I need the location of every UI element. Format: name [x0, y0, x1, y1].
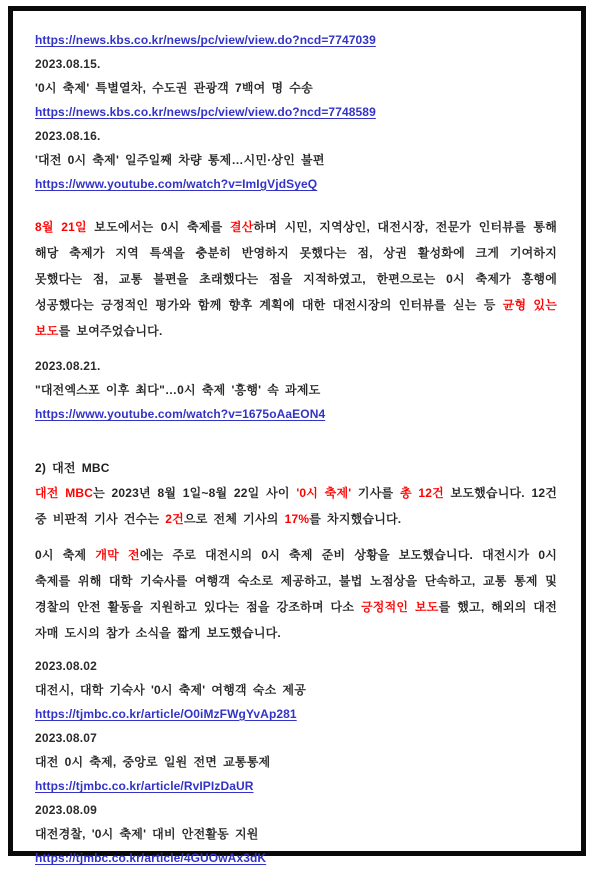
article-headline: "대전엑스포 이후 최다"…0시 축제 '흥행' 속 과제도: [35, 383, 321, 397]
document-page-frame: [8, 6, 586, 865]
text-run: 는 2023년 8월 1일~8월 22일 사이: [93, 486, 297, 500]
text-run: 를 했고, 해외의 대전 자매 도시의 참가 소식을 짧게 보도했습니다.: [35, 600, 557, 640]
text-run: 하며 시민, 지역상인, 대전시장, 전문가 인터뷰를 통해 해당 축제가 지역 특색을 충분히 반영하지 못했다는 점, 상권 활성화에 크게 기여하지 못했다는 점, 교통 불편을 초래했다는 점을 지적하였고, 한편으로는 0시 축제가 흥행에 성공했다는 긍정적인 평가와 함께 향후 계획에 대한 대전시장의 인터뷰를 싣는 등: [35, 220, 557, 312]
section-heading-daejeon-mbc: 2) 대전 MBC: [35, 461, 110, 475]
highlighted-text-run: 대전 MBC: [35, 486, 94, 500]
tjmbc-article-url-link-1[interactable]: https://tjmbc.co.kr/article/O0iMzFWgYvAp281: [35, 707, 297, 721]
highlighted-text-run: 8월 21일: [35, 220, 87, 234]
highlighted-text-run: 긍정적인 보도: [360, 600, 439, 614]
tjmbc-article-url-link-3[interactable]: https://tjmbc.co.kr/article/4GUOwAx3dK: [35, 851, 267, 865]
text-run: 에는 주로 대전시의 0시 축제 준비 상황을 보도했습니다. 대전시가 0시 축제를 위해 대학 기숙사를 여행객 숙소로 제공하고, 불법 노점상을 단속하고, 교통 통제 및 경찰의 안전 활동을 지원하고 있다는 점을 강조하며 다소: [35, 548, 557, 614]
article-headline: 대전경찰, '0시 축제' 대비 안전활동 지원: [35, 827, 259, 841]
article-headline: 대전시, 대학 기숙사 '0시 축제' 여행객 숙소 제공: [35, 683, 307, 697]
youtube-url-link-2[interactable]: https://www.youtube.com/watch?v=1675oAaEON4: [35, 407, 326, 421]
kbs-article-url-link-2[interactable]: https://news.kbs.co.kr/news/pc/view/view.do?ncd=7748589: [35, 105, 376, 119]
tjmbc-article-url-link-2[interactable]: https://tjmbc.co.kr/article/RvIPIzDaUR: [35, 779, 254, 793]
text-run: 으로 전체 기사의: [183, 512, 285, 526]
text-run: 0시 축제: [35, 548, 96, 562]
text-run: 보도했습니다. 12건 중 비판적 기사 건수는: [35, 486, 557, 526]
youtube-url-link-1[interactable]: https://www.youtube.com/watch?v=ImIgVjdSyeQ: [35, 177, 318, 191]
article-date: 2023.08.07: [35, 731, 98, 745]
article-headline: '0시 축제' 특별열차, 수도권 관광객 7백여 명 수송: [35, 81, 313, 95]
article-date: 2023.08.02: [35, 659, 98, 673]
article-date: 2023.08.09: [35, 803, 98, 817]
highlighted-text-run: '0시 축제': [296, 486, 352, 500]
highlighted-text-run: 총 12건: [399, 486, 444, 500]
kbs-article-url-link-1[interactable]: https://news.kbs.co.kr/news/pc/view/view.do?ncd=7747039: [35, 33, 376, 47]
highlighted-text-run: 결산: [229, 220, 254, 234]
article-date: 2023.08.21.: [35, 359, 101, 373]
article-headline: '대전 0시 축제' 일주일째 차량 통제…시민·상인 불편: [35, 153, 325, 167]
document-body: [35, 28, 557, 870]
text-run: 보도에서는 0시 축제를: [86, 220, 230, 234]
mbc-pre-festival-paragraph: [35, 542, 557, 646]
text-run: 를 차지했습니다.: [309, 512, 402, 526]
article-date: 2023.08.15.: [35, 57, 101, 71]
highlighted-text-run: 17%: [284, 512, 310, 526]
highlighted-text-run: 2건: [165, 512, 184, 526]
kbs-summary-paragraph: [35, 214, 557, 344]
mbc-report-count-paragraph: [35, 480, 557, 532]
highlighted-text-run: 균형 있는 보도: [35, 298, 557, 338]
article-date: 2023.08.16.: [35, 129, 101, 143]
text-run: 기사를: [351, 486, 400, 500]
article-headline: 대전 0시 축제, 중앙로 일원 전면 교통통제: [35, 755, 271, 769]
highlighted-text-run: 개막 전: [95, 548, 140, 562]
text-run: 를 보여주었습니다.: [58, 324, 163, 338]
